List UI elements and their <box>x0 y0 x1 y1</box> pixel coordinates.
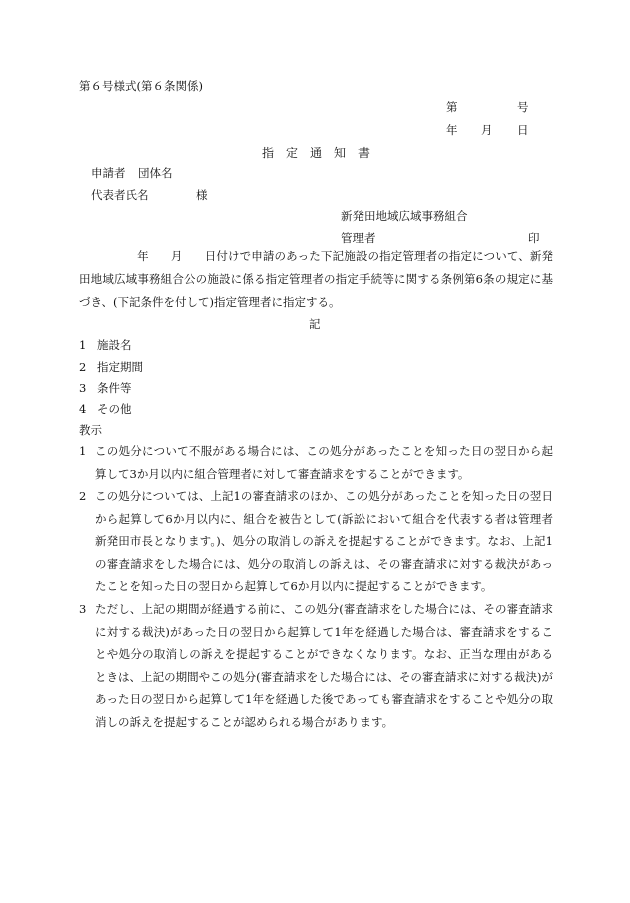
note-item: 3 ただし、上記の期間が経過する前に、この処分(審査請求をした場合には、その審査請求に対する裁決)があった日の翌日から起算して1年を経過した場合は、審査請求をすることや処分の取消しの訴えを提起することができなくなります。なお、正当な理由があるときは、上記の期間やこの処分(審査請求をした場合には、その審査請求に対する裁決)があった日の翌日から起算して1年を経過した後であっても審査請求をすることや処分の取消しの訴えを提起することが認められる場合があります。 <box>79 602 553 729</box>
issuer-seal: 印 <box>528 231 540 245</box>
org-name-label: 団体名 <box>138 166 173 180</box>
ki-heading: 記 <box>309 317 321 331</box>
document-title: 指 定 通 知 書 <box>262 146 371 160</box>
body-nen: 年 <box>137 249 149 263</box>
list-item: 1 施設名 <box>79 338 132 352</box>
rep-name-label: 代表者氏名 <box>91 188 149 202</box>
issuer-role: 管理者 <box>341 231 376 245</box>
doc-number-dai: 第 <box>446 100 458 114</box>
list-item: 3 条件等 <box>79 381 132 395</box>
list-item: 4 その他 <box>79 402 132 416</box>
form-label: 第６号様式(第６条関係) <box>79 79 203 93</box>
note-item: 2 この処分については、上記1の審査請求のほか、この処分があったことを知った日の翌日から起算して6か月以内に、組合を被告として(訴訟において組合を代表する者は管理者新発田市長となります。)、処分の取消しの訴えを提起することができます。なお、上記1の審査請求をした場合には、処分の取消しの訴えは、その審査請求に対する裁決があったことを知った日の翌日から起算して6か月以内に提起することができます。 <box>79 489 553 593</box>
list-item: 2 指定期間 <box>79 360 143 374</box>
honorific: 様 <box>196 188 208 202</box>
body-paragraph <box>79 245 553 314</box>
kyouji-heading: 教示 <box>79 423 102 437</box>
body-tsuki: 月 <box>170 249 183 263</box>
body-text: 日付けで申請のあった下記施設の指定管理者の指定について、新発田地域広域事務組合公の施設に係る指定管理者の指定手続等に関する条例第6条の規定に基づき、(下記条件を付して)指定管理者に指定する。 <box>79 249 554 309</box>
date-nen: 年 <box>446 123 458 137</box>
doc-number-go: 号 <box>517 100 529 114</box>
issuer-name: 新発田地域広域事務組合 <box>341 209 468 223</box>
note-item: 1 この処分について不服がある場合には、この処分があったことを知った日の翌日から起算して3か月以内に組合管理者に対して審査請求をすることができます。 <box>79 444 553 481</box>
date-tsuki: 月 <box>481 123 493 137</box>
applicant-label: 申請者 <box>91 166 126 180</box>
date-hi: 日 <box>517 123 529 137</box>
